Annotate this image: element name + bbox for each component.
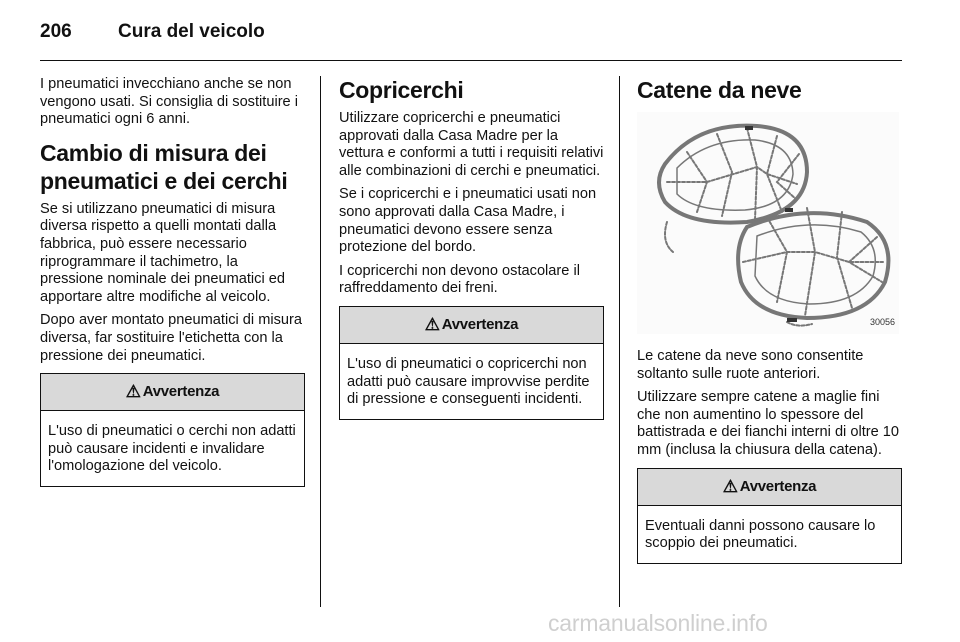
- paragraph: Se si utilizzano pneumatici di misura diversa rispetto a quelli montati dalla fabbrica, può essere necessario riprogrammare il tachimetro, la pressione nominale dei pneumatici ed apportare altre modifiche al veicolo.: [40, 200, 286, 305]
- warning-box: [40, 373, 305, 487]
- warning-title: Avvertenza: [142, 383, 220, 401]
- paragraph: Se i copricerchi e i pneumatici usati non sono approvati dalla Casa Madre, i pneumatici devono essere senza protezione del bordo.: [339, 186, 597, 256]
- warning-box: [637, 468, 902, 564]
- warning-title: Avvertenza: [441, 316, 519, 334]
- warning-triangle-icon: ⚠: [722, 476, 738, 496]
- warning-box: [339, 306, 604, 420]
- snow-chains-illustration: [637, 112, 899, 334]
- column-middle: [339, 76, 604, 420]
- column-left: [40, 76, 305, 487]
- paragraph: Le catene da neve sono consentite soltanto sulle ruote anteriori.: [637, 348, 864, 382]
- paragraph: Dopo aver montato pneumatici di misura diversa, far sostituire l'etichetta con la pressione dei pneumatici.: [40, 312, 303, 364]
- section-heading-snow-chains: Catene da neve: [637, 77, 802, 103]
- watermark: carmanualsonline.info: [548, 610, 768, 636]
- warning-header: [340, 307, 603, 344]
- figure-code: 30056: [869, 317, 895, 328]
- warning-title: Avvertenza: [739, 477, 817, 495]
- warning-text: L'uso di pneumatici o copricerchi non adatti può causare improvvise perdite di pressione e conseguenti incidenti.: [347, 355, 590, 408]
- column-right: [637, 76, 902, 564]
- paragraph: I copricerchi non devono ostacolare il raffreddamento dei freni.: [339, 262, 580, 297]
- page-title: Cura del veicolo: [118, 21, 265, 42]
- section-heading-tire-size: Cambio di misura dei pneumatici e dei cerchi: [40, 139, 288, 194]
- column-divider-1: [320, 76, 321, 607]
- column-divider-2: [619, 76, 620, 607]
- warning-header: [638, 469, 901, 506]
- warning-text: Eventuali danni possono causare lo scoppio dei pneumatici.: [645, 517, 876, 552]
- warning-header: [41, 374, 304, 411]
- paragraph: Utilizzare copricerchi e pneumatici approvati dalla Casa Madre per la vettura e conformi a tutti i requisiti relativi alle combinazioni di cerchi e pneumatici.: [339, 110, 604, 179]
- page-header: [40, 14, 265, 50]
- paragraph: Utilizzare sempre catene a maglie fini che non aumentino lo spessore del battistrada e dei fianchi interni di oltre 10 mm (inclusa la chiusura della catena).: [637, 389, 900, 458]
- snow-chains-drawing: [637, 112, 899, 334]
- page-number: 206: [40, 21, 72, 42]
- warning-triangle-icon: ⚠: [424, 315, 440, 335]
- section-heading-wheel-covers: Copricerchi: [339, 77, 464, 103]
- intro-paragraph: I pneumatici invecchiano anche se non vengono usati. Si consiglia di sostituire i pneumatici ogni 6 anni.: [40, 76, 298, 128]
- header-divider: [40, 60, 902, 61]
- warning-text: L'uso di pneumatici o cerchi non adatti può causare incidenti e invalidare l'omologazione del veicolo.: [48, 423, 296, 475]
- warning-triangle-icon: ⚠: [125, 382, 141, 402]
